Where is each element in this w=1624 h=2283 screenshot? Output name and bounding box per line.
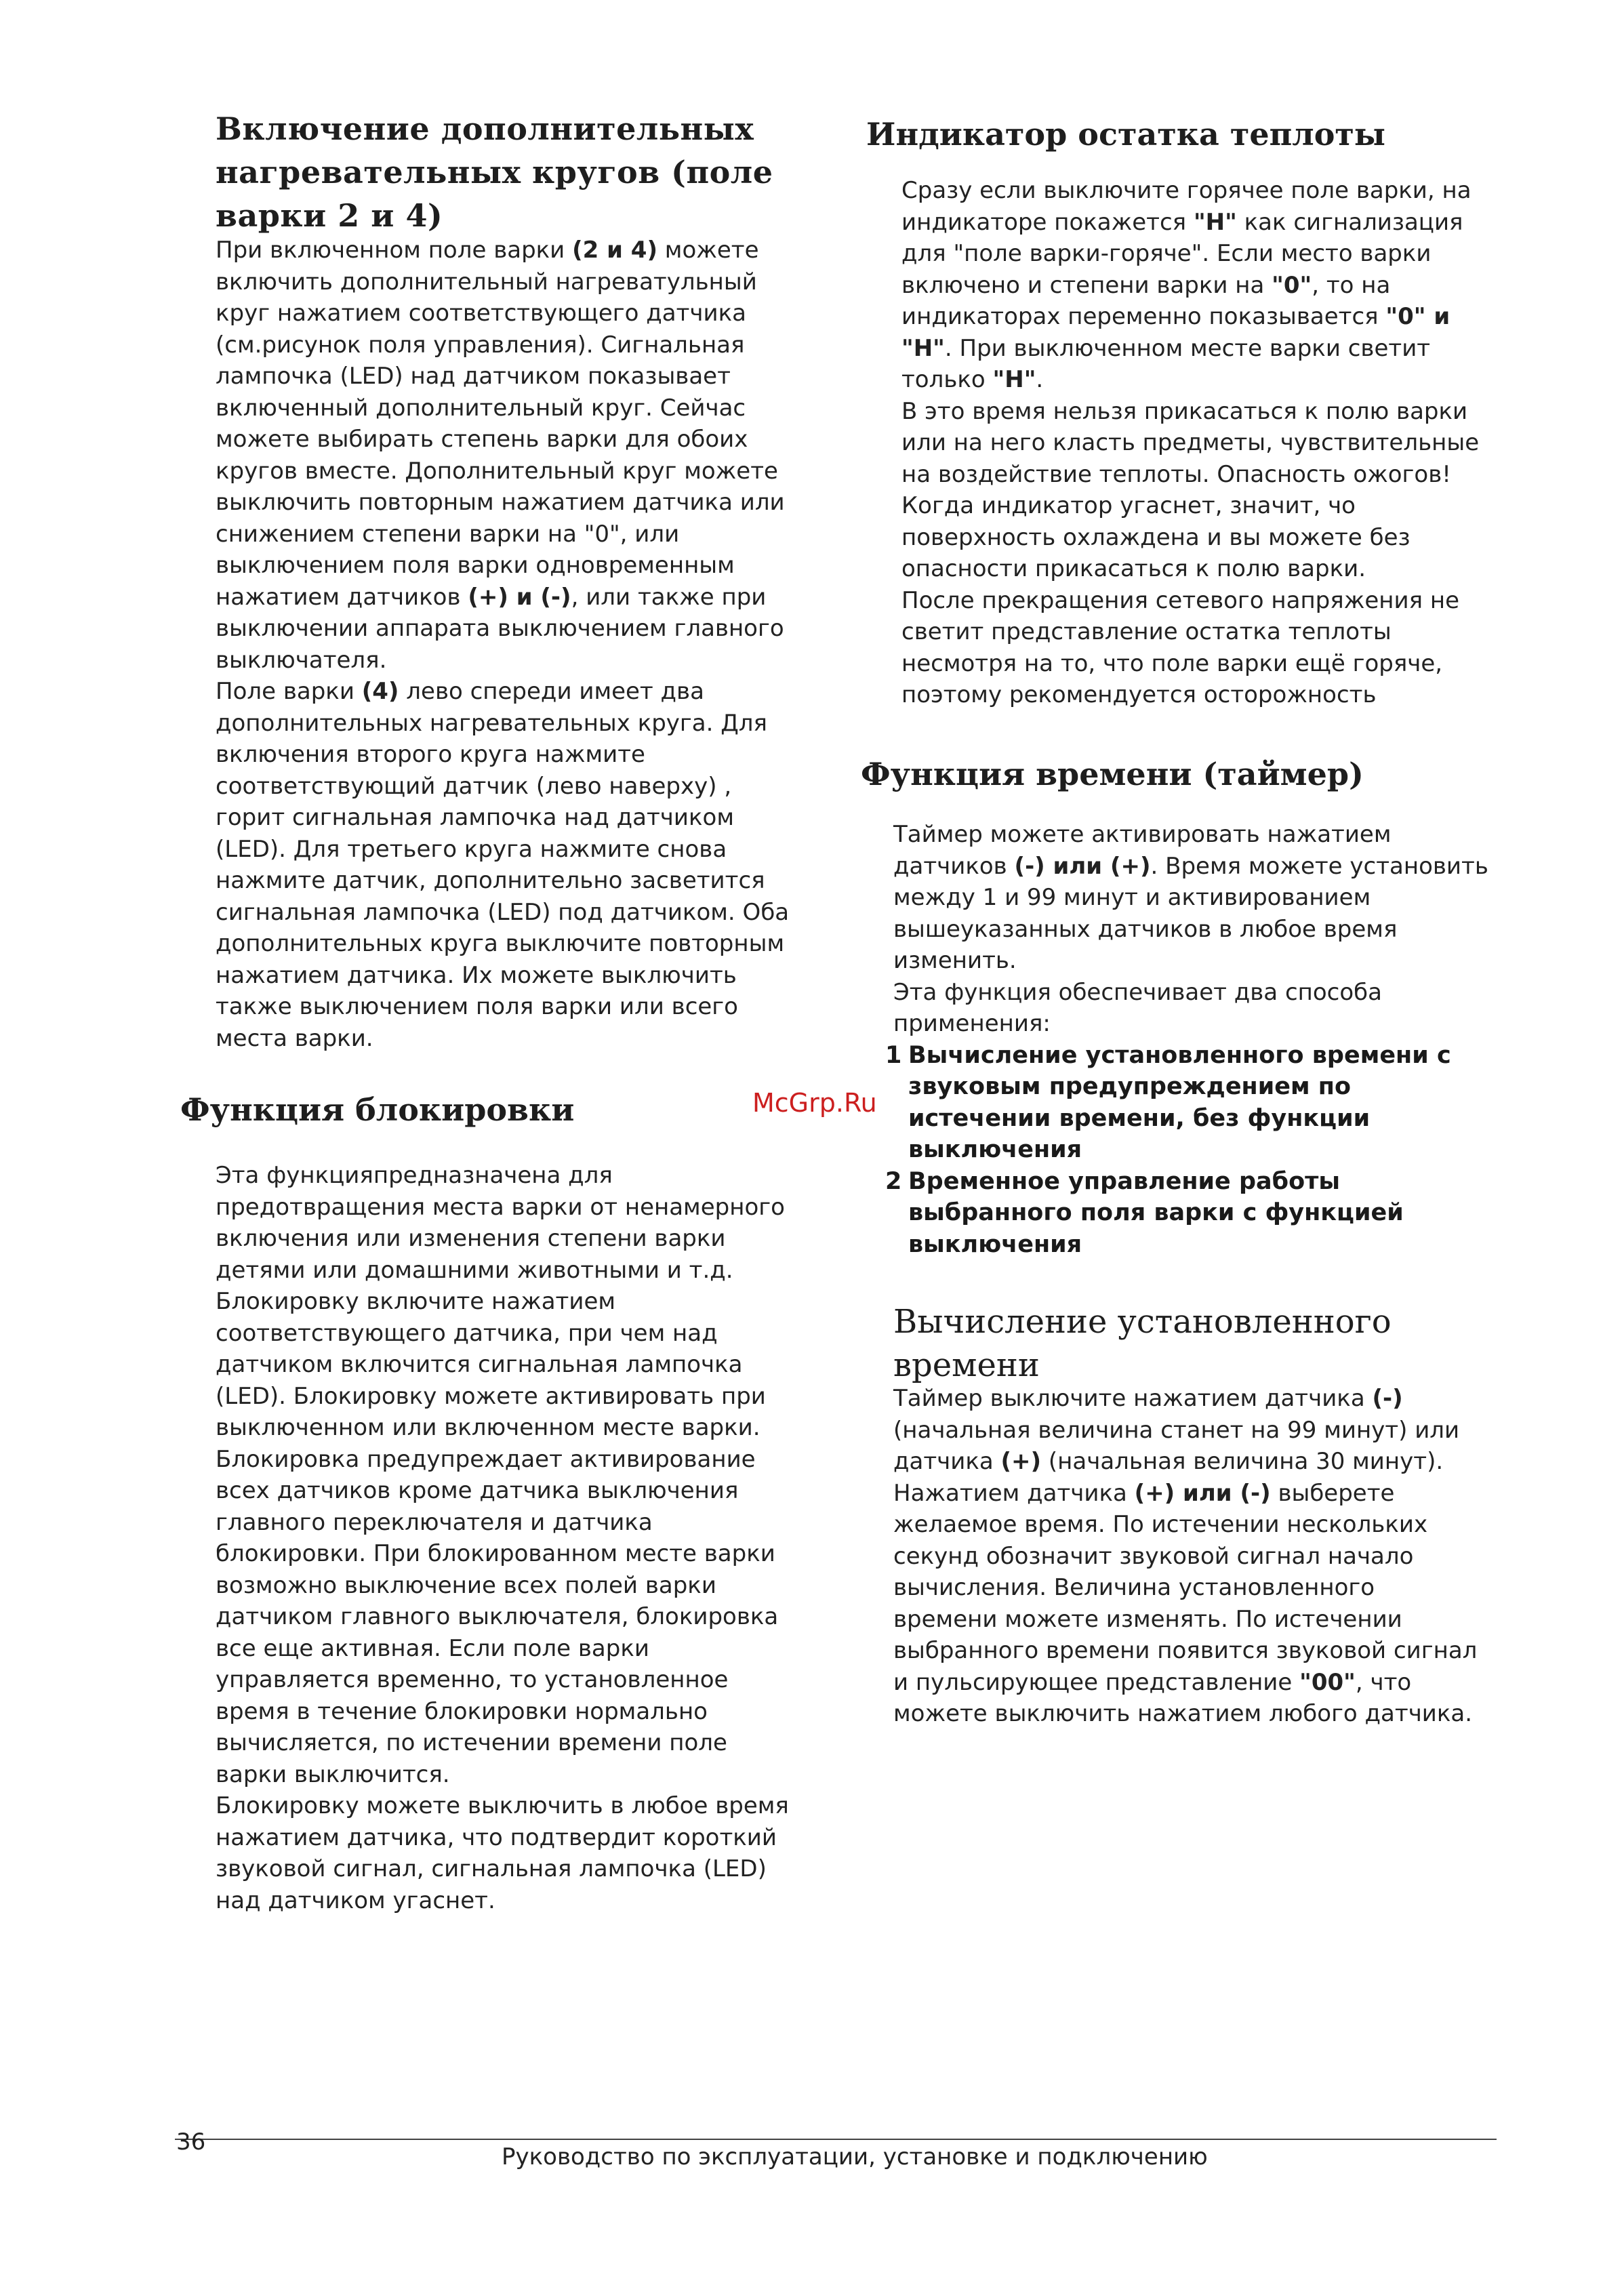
text: , что можете выключить нажатием любого датчика. [893,1668,1473,1727]
paragraph-residual-heat-3: После прекращения сетевого напряжения не светит представление остатка теплоты несмотря на то, что поле варки ещё горяче, поэтому рекомендуется осторожность [901,586,1459,708]
section-title-extra-circles: Включение дополнительных нагревательных кругов (поле варки 2 и 4) [216,110,773,234]
text: , или также при выключении аппарата выключением главного выключателя. [216,583,784,674]
text: . При выключенном месте варки светит только [901,334,1431,393]
text: как сигнализация для "поле варки-горяче". Если место варки включено и степени варки на [901,208,1463,299]
section-title-time-calculation: Вычисление установленного времени [893,1303,1392,1384]
list-item [885,1166,1517,1261]
text-bold: (4) [361,678,399,705]
text: Таймер выключите нажатием датчика [893,1385,1373,1412]
list-item-number: 1 [885,1041,902,1069]
text: Сразу если выключите горячее поле варки, на индикаторе покажется [901,177,1471,236]
section-lock-function [180,1088,839,1916]
list-item-text: Временное управление работы выбранного поля варки с функцией выключения [908,1167,1404,1258]
text-bold: "0" и "H" [901,303,1450,362]
footer-divider [175,2139,1497,2140]
section-title-timer: Функция времени (таймер) [861,756,1364,792]
text: (начальная величина станет на 99 минут) или датчика [893,1416,1460,1475]
text: Таймер можете активировать нажатием датчиков [893,821,1392,880]
timer-modes-list [885,1040,1517,1261]
paragraph-timer-2: Эта функция обеспечивает два способа применения: [893,978,1382,1037]
text: При включенном поле варки [216,237,573,264]
paragraph-extra-circles-1 [216,235,839,676]
section-extra-circles [216,107,839,1054]
section-title-residual-heat: Индикатор остатка теплоты [866,116,1386,153]
text-bold: (+) [1000,1448,1042,1475]
section-title-lock: Функция блокировки [180,1091,575,1128]
text-bold: (2 и 4) [572,237,657,264]
section-time-calculation [893,1300,1517,1730]
list-item [885,1040,1517,1166]
paragraph-timer-1 [893,819,1517,977]
text-bold: (-) [1372,1385,1403,1412]
paragraph-extra-circles-2 [216,676,839,1054]
page-number: 36 [176,2128,206,2156]
text: можете включить дополнительный нагреватульный круг нажатием соответствующего датчика (см.рисунок поля управления). Сигнальная лампочка (LED) над датчиком показывает включенный дополнительный круг. Сейчас можете выбирать степень варки для обоих кругов вместе. Дополнительный круг можете выключить повторным нажатием датчика или снижением степени варки на "0", или выключением поля варки одновременным нажатием датчиков [216,237,785,611]
paragraph-lock-2: Блокировку можете выключить в любое время нажатием датчика, что подтвердит короткий звуковой сигнал, сигнальная лампочка (LED) над датчиком угаснет. [216,1792,789,1914]
text: . [1036,366,1044,393]
text: выберете желаемое время. По истечении нескольких секунд обозначит звуковой сигнал начало вычисления. Величина установленного времени можете изменять. По истечении выбранного времени появится звуковой сигнал и пульсирующее представление [893,1479,1478,1696]
watermark: McGrp.Ru [752,1088,877,1118]
text: Поле варки [216,678,362,705]
list-item-text: Вычисление установленного времени с звуковым предупреждением по истечении времени, без функции выключения [908,1041,1451,1163]
text-bold: (-) или (+) [1014,852,1151,880]
text-bold: (+) или (-) [1134,1479,1271,1507]
text: (начальная величина 30 минут). Нажатием датчика [893,1448,1444,1507]
text: , то на индикаторах переменно показывается [901,271,1391,330]
section-timer-function [861,752,1517,1260]
list-item-number: 2 [885,1167,902,1195]
text-bold: "0" [1272,271,1312,299]
paragraph-lock-1: Эта функцияпредназначена для предотвращения места варки от ненамерного включения или изменения степени варки детями или домашними животными и т.д. Блокировку включите нажатием соответствующего датчика, при чем над датчиком включится сигнальная лампочка (LED). Блокировку можете активировать при выключенном или включенном месте варки. Блокировка предупреждает активирование всех датчиков кроме датчика выключения главного переключателя и датчика блокировки. При блокированном месте варки возможно выключение всех полей варки датчиком главного выключателя, блокировка все еще активная. Если поле варки управляется временно, то установленное время в течение блокировки нормально вычисляется, по истечении времени поле варки выключится. [216,1162,785,1788]
section-residual-heat [866,113,1517,711]
text-bold: "H" [1193,208,1237,236]
footer-title: Руководство по эксплуатации, установке и подключению [502,2143,1208,2170]
paragraph-residual-heat-2: В это время нельзя прикасаться к полю варки или на него класть предметы, чувствительные на воздействие теплоты. Опасность ожогов! Когда индикатор угаснет, значит, чо поверхность охлаждена и вы можете без опасности прикасаться к полю варки. [901,397,1480,582]
paragraph-time-calculation [893,1383,1517,1730]
text-bold: "H" [992,366,1036,393]
text: лево спереди имеет два дополнительных нагревательных круга. Для включения второго круга нажмите соответствующий датчик (лево наверху) , горит сигнальная лампочка над датчиком (LED). Для третьего круга нажмите снова нажмите датчик, дополнительно засветится сигнальная лампочка (LED) под датчиком. Оба дополнительных круга выключите повторным нажатием датчика. Их можете выключить также выключением поля варки или всего места варки. [216,678,790,1052]
text-bold: (+) и (-) [468,583,571,611]
text-bold: "00" [1299,1668,1356,1696]
text: . Время можете установить между 1 и 99 минут и активированием вышеуказанных датчиков в любое время изменить. [893,852,1488,974]
paragraph-residual-heat-1 [901,175,1517,396]
